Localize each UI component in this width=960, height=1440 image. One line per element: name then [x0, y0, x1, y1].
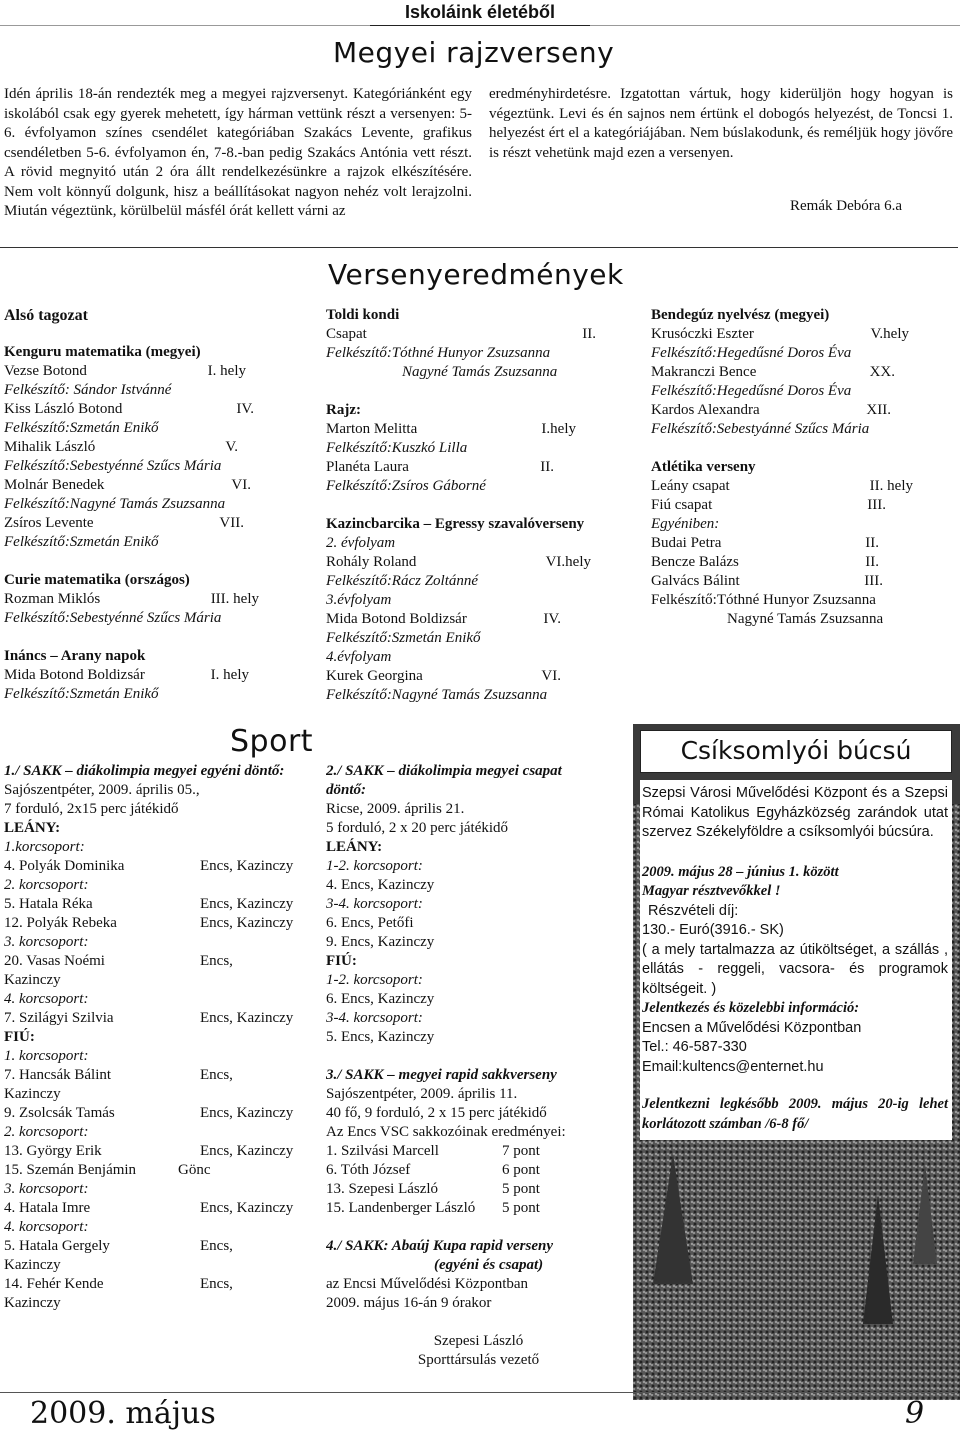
list-item	[4, 1275, 306, 1294]
sakk-1-heading: 1./ SAKK – diákolimpia megyei egyéni döntő:	[4, 763, 285, 779]
result-place: IV.	[236, 401, 254, 417]
list-item	[4, 1066, 306, 1085]
coach: Felkészítő:Rácz Zoltánné	[326, 573, 479, 589]
coach: Felkészítő:Szmetán Enikő	[4, 420, 159, 436]
results-col-1	[4, 306, 259, 704]
atletika-title: Atlétika verseny	[651, 459, 756, 475]
list-item	[326, 325, 596, 344]
age-group: 3. korcsoport:	[4, 934, 89, 950]
list-item	[4, 514, 244, 533]
result-place: VI.	[231, 477, 251, 493]
coach: Felkészítő:Hegedűsné Doros Éva	[651, 345, 852, 361]
sport-title: Sport	[230, 724, 314, 759]
result-name: Bencze Balázs	[651, 554, 739, 570]
list-item	[4, 914, 306, 933]
list-item	[4, 857, 306, 876]
age-group: 3. korcsoport:	[4, 1181, 89, 1197]
list-item	[4, 476, 251, 495]
result-club: Encs, Kazinczy	[200, 1105, 294, 1121]
coach: Felkészítő:Zsíros Gáborné	[326, 478, 486, 494]
list-item	[4, 590, 259, 609]
age-group: 2. korcsoport:	[4, 877, 89, 893]
sakk-2-heading: 2./ SAKK – diákolimpia megyei csapat	[326, 763, 562, 779]
result-name: Galvács Bálint	[651, 573, 740, 589]
age-group: 4. korcsoport:	[4, 991, 89, 1007]
result-name: 20. Vasas Noémi	[4, 953, 105, 969]
curie-title: Curie matematika (országos)	[4, 572, 190, 588]
result-name: 4. Hatala Imre	[4, 1200, 91, 1216]
result-place: I.hely	[541, 421, 576, 437]
coach: Felkészítő:Szmetán Enikő	[4, 534, 159, 550]
age-group: 1-2. korcsoport:	[326, 858, 423, 874]
result-place: XX.	[869, 364, 895, 380]
list-item	[4, 1009, 306, 1028]
coach: Felkészítő:Tóthné Hunyor Zsuzsanna	[326, 345, 551, 361]
girls-label: LEÁNY:	[4, 820, 61, 836]
list-item	[651, 401, 891, 420]
bucsu-info-panel	[640, 780, 952, 1140]
result-name: Mida Botond Boldizsár	[326, 611, 467, 627]
list-item	[326, 667, 561, 686]
list-item	[326, 553, 591, 572]
sport-left-column	[4, 762, 306, 1313]
result-club: Encs,	[200, 1067, 233, 1083]
list-item	[4, 895, 306, 914]
result-points: 5 pont	[502, 1200, 540, 1216]
result-name: 4. Polyák Dominika	[4, 858, 125, 874]
result-place: II. hely	[869, 478, 913, 494]
result-name: Mida Botond Boldizsár	[4, 667, 145, 683]
list-item-cont: Kazinczy	[4, 1257, 61, 1273]
result-club: Encs, Kazinczy	[200, 858, 294, 874]
result-name: Vezse Botond	[4, 363, 87, 379]
list-item	[651, 553, 879, 572]
coach: Felkészítő:Nagyné Tamás Zsuzsanna	[326, 687, 548, 703]
result-name: Kiss László Botond	[4, 401, 123, 417]
result-name: Mihalik László	[4, 439, 96, 455]
age-group: 1.korcsoport:	[4, 839, 85, 855]
coach: Felkészítő:Sebestyánné Szűcs Mária	[651, 421, 870, 437]
bucsu-fee: 130.- Euró(3916.- SK)	[642, 922, 784, 938]
list-item	[4, 1237, 306, 1256]
result-name: Rohály Roland	[326, 554, 417, 570]
result-name: Kardos Alexandra	[651, 402, 760, 418]
event-place-date: Sajószentpéter, 2009. április 05.,	[4, 782, 200, 798]
coach: Felkészítő:Szmetán Enikő	[326, 630, 481, 646]
coach: Felkészítő:Sebestyénné Szűcs Mária	[4, 458, 222, 474]
list-item-cont: Kazinczy	[4, 1086, 61, 1102]
result-place: II.	[540, 459, 554, 475]
list-item	[326, 1199, 631, 1218]
coach: Felkészítő:Sebestyénné Szűcs Mária	[4, 610, 222, 626]
bucsu-participants: Magyar résztvevőkkel !	[642, 883, 781, 899]
result-place: III.	[864, 573, 883, 589]
event-place-date: Sajószentpéter, 2009. április 11.	[326, 1086, 518, 1102]
divider-1	[0, 247, 958, 248]
list-item	[326, 1180, 631, 1199]
list-item	[651, 363, 895, 382]
result-name: 9. Zsolcsák Tamás	[4, 1105, 115, 1121]
result-name: 5. Hatala Gergely	[4, 1238, 110, 1254]
sakk-4-heading: 4./ SAKK: Abaúj Kupa rapid verseny	[326, 1238, 553, 1254]
result-place: I. hely	[210, 667, 249, 683]
result-club: Gönc	[178, 1162, 211, 1178]
age-group: 1. korcsoport:	[4, 1048, 89, 1064]
bendeguz-title: Bendegúz nyelvész (megyei)	[651, 307, 830, 323]
coach: Felkészítő:Hegedűsné Doros Éva	[651, 383, 852, 399]
list-item	[326, 458, 554, 477]
rapid-list	[326, 1142, 631, 1218]
article-right-text: eredményhirdetésre. Izgatottan vártuk, hogy kiderüljön hogy hogyan is végeztünk. Levi és én sajnos nem értünk el dobogós helyezést, de Toncsi 1. helyezést ért el a kategóriájában. Nem búslakodunk, és reméljük hogy jövőre is részt vehetünk majd ezen a versenyen.	[489, 86, 953, 161]
result-name: 13. Szepesi László	[326, 1181, 439, 1197]
result-place: V.hely	[870, 326, 909, 342]
result-name: Molnár Benedek	[4, 477, 105, 493]
result-name: Csapat	[326, 326, 367, 342]
list-item	[651, 477, 913, 496]
girls-label: LEÁNY:	[326, 839, 383, 855]
coach: Nagyné Tamás Zsuzsanna	[402, 364, 558, 380]
coach: Felkészítő:Tóthné Hunyor Zsuzsanna	[651, 592, 876, 608]
age-group: 4. korcsoport:	[4, 1219, 89, 1235]
list-item	[651, 534, 879, 553]
article-title: Megyei rajzverseny	[333, 36, 615, 69]
bucsu-contact-place: Encsen a Művelődési Központban	[642, 1019, 862, 1036]
list-item-cont: Kazinczy	[4, 1295, 61, 1311]
result-place: IV.	[543, 611, 561, 627]
bucsu-contact-title: Jelentkezés és közelebbi információ:	[642, 1000, 860, 1016]
list-item	[651, 496, 886, 515]
result-place: I. hely	[207, 363, 246, 379]
page-number: 9	[905, 1396, 925, 1431]
list-item	[4, 362, 246, 381]
sakk-2-heading-cont: döntő:	[326, 782, 367, 798]
bucsu-deadline: Jelentkezni legkésőbb 2009. május 20-ig lehet korlátozott számban /6-8 fő/	[642, 1096, 948, 1132]
event-place-date: Ricse, 2009. április 21.	[326, 801, 465, 817]
result-name: 1. Szilvási Marcell	[326, 1143, 439, 1159]
result-name: 5. Hatala Réka	[4, 896, 93, 912]
result-place: II.	[582, 326, 596, 342]
result-name: 13. György Erik	[4, 1143, 102, 1159]
sakk-3-heading: 3./ SAKK – megyei rapid sakkverseny	[326, 1067, 557, 1083]
result-points: 7 pont	[502, 1143, 540, 1159]
list-item	[326, 1161, 631, 1180]
results-title: Versenyeredmények	[328, 258, 624, 291]
age-group: 2. korcsoport:	[4, 1124, 89, 1140]
grade-label: 4.évfolyam	[326, 649, 392, 665]
inancs-title: Ináncs – Arany napok	[4, 648, 146, 664]
result-place: II.	[865, 554, 879, 570]
result-club: Encs, Kazinczy	[200, 915, 294, 931]
list-item	[326, 610, 561, 629]
event-place: az Encsi Művelődési Központban	[326, 1276, 529, 1292]
boys-label: FIÚ:	[4, 1029, 35, 1045]
age-group: 3-4. korcsoport:	[326, 896, 423, 912]
kazinc-title: Kazincbarcika – Egressy szavalóverseny	[326, 516, 585, 532]
result-name: Fiú csapat	[651, 497, 713, 513]
list-item	[4, 1161, 306, 1180]
result-place: III.	[867, 497, 886, 513]
result-club: Encs, Kazinczy	[200, 1143, 294, 1159]
result-points: 5 pont	[502, 1181, 540, 1197]
result-name: Makranczi Bence	[651, 364, 757, 380]
article-left-text: Idén április 18-án rendezték meg a megyei rajzversenyt. Kategóriánként egy iskolából csak egy gyerek mehetett, így hárman vettünk részt a versenyen: 5-6. évfolyamon színes csendélet kategóriában Szakács Levente, grafikus csendéletben 5-6. évfolyamon én, 7-8.-ban pedig Szakács Antónia vett részt. A rövid megnyitó után 2 óra állt rendelkezésünkre a rajzok elkészítésére. Nem volt könnyű dolgunk, hisz a beállításokat nagyon nehéz volt lerajzolni. Miután végeztünk, körülbelül másfél órát kellett várni az	[4, 86, 472, 219]
grade-label: 2. évfolyam	[326, 535, 396, 551]
result-name: 6. Tóth József	[326, 1162, 411, 1178]
result-name: Krusóczki Eszter	[651, 326, 754, 342]
result-place: II.	[865, 535, 879, 551]
result-name: 12. Polyák Rebeka	[4, 915, 117, 931]
list-item	[326, 1142, 631, 1161]
bucsu-dates: 2009. május 28 – június 1. között	[642, 863, 839, 880]
egyeni-label: Egyéniben:	[651, 516, 720, 532]
event-date: 2009. május 16-án 9 órakor	[326, 1295, 492, 1311]
list-item	[651, 325, 909, 344]
coach: Felkészítő:Szmetán Enikő	[4, 686, 159, 702]
boys-label: FIÚ:	[326, 953, 357, 969]
result-name: Kurek Georgina	[326, 668, 423, 684]
result-name: Planéta Laura	[326, 459, 409, 475]
list-item	[4, 1142, 306, 1161]
result-place: VII.	[219, 515, 244, 531]
result-name: Rozman Miklós	[4, 591, 101, 607]
result-club: Encs,	[200, 1276, 233, 1292]
result-club: Encs, Kazinczy	[200, 1010, 294, 1026]
result-name: 7. Hancsák Bálint	[4, 1067, 112, 1083]
age-group: 3-4. korcsoport:	[326, 1010, 423, 1026]
results-intro: Az Encs VSC sakkozóinak eredményei:	[326, 1124, 566, 1140]
coach: Nagyné Tamás Zsuzsanna	[727, 611, 884, 627]
result-points: 6 pont	[502, 1162, 540, 1178]
sport-right-column	[326, 762, 631, 1370]
result-name: 15. Landenberger László	[326, 1200, 476, 1216]
signature-role: Sporttársulás vezető	[417, 1352, 540, 1368]
bucsu-fee-label: Részvételi díj:	[648, 902, 739, 919]
list-item-cont: Kazinczy	[4, 972, 61, 988]
result-name: 14. Fehér Kende	[4, 1276, 104, 1292]
bucsu-email: Email:kultencs@enternet.hu	[642, 1058, 824, 1075]
coach: Felkészítő:Nagyné Tamás Zsuzsanna	[4, 496, 226, 512]
event-format: 5 forduló, 2 x 20 perc játékidő	[326, 820, 509, 836]
result-place: V.	[225, 439, 238, 455]
list-item: 5. Encs, Kazinczy	[326, 1029, 435, 1045]
footer-date: 2009. május	[30, 1396, 216, 1431]
result-club: Encs, Kazinczy	[200, 896, 294, 912]
kenguru-title: Kenguru matematika (megyei)	[4, 344, 201, 360]
list-item	[4, 952, 306, 971]
list-item	[4, 1199, 306, 1218]
event-format: 7 forduló, 2x15 perc játékidő	[4, 801, 179, 817]
bucsu-title-box	[640, 730, 952, 773]
age-group: 1-2. korcsoport:	[326, 972, 423, 988]
list-item	[651, 572, 883, 591]
article-author: Remák Debóra 6.a	[790, 198, 903, 214]
result-name: 15. Szemán Benjámin	[4, 1162, 137, 1178]
footer-rule	[0, 1392, 958, 1393]
result-club: Encs,	[200, 953, 233, 969]
toldi-title: Toldi kondi	[326, 307, 400, 323]
result-name: Leány csapat	[651, 478, 730, 494]
kenguru-list	[4, 362, 259, 552]
result-club: Encs, Kazinczy	[200, 1200, 294, 1216]
bucsu-includes: ( a mely tartalmazza az útiköltséget, a szállás , ellátás - reggeli, vacsora- és programok költségeit. )	[642, 941, 948, 997]
results-col-3	[651, 306, 951, 629]
result-club: Encs,	[200, 1238, 233, 1254]
list-item	[326, 420, 576, 439]
list-item: 4. Encs, Kazinczy	[326, 877, 435, 893]
sakk-4-subheading: (egyéni és csapat)	[434, 1257, 544, 1273]
list-item: 6. Encs, Petőfi	[326, 915, 414, 931]
grade-label: 3.évfolyam	[326, 592, 392, 608]
list-item	[4, 400, 254, 419]
section-tag: Iskoláink életéből	[370, 0, 590, 26]
rajz-title: Rajz:	[326, 402, 361, 418]
results-col-2	[326, 306, 626, 705]
list-item: 9. Encs, Kazinczy	[326, 934, 435, 950]
list-item: 6. Encs, Kazinczy	[326, 991, 435, 1007]
sport-left-list	[4, 838, 306, 1313]
result-place: XII.	[866, 402, 891, 418]
result-name: Zsíros Levente	[4, 515, 94, 531]
result-place: VI.	[541, 668, 561, 684]
result-place: VI.hely	[545, 554, 591, 570]
list-item	[4, 438, 238, 457]
bucsu-intro: Szepsi Városi Művelődési Központ és a Szepsi Római Katolikus Egyházközség zarándok utat szervez Székelyföldre a csíksomlyói búcsúra.	[642, 785, 948, 840]
signature-name: Szepesi László	[433, 1333, 524, 1349]
result-name: Budai Petra	[651, 535, 722, 551]
bucsu-tel: Tel.: 46-587-330	[642, 1039, 747, 1055]
list-item	[4, 666, 249, 685]
result-name: Marton Melitta	[326, 421, 418, 437]
bucsu-title: Csíksomlyói búcsú	[680, 736, 912, 765]
coach: Felkészítő:Kuszkó Lilla	[326, 440, 468, 456]
list-item	[4, 1104, 306, 1123]
coach: Felkészítő: Sándor Istvánné	[4, 382, 172, 398]
heading-also-tagozat: Alsó tagozat	[4, 307, 88, 324]
result-name: 7. Szilágyi Szilvia	[4, 1010, 114, 1026]
result-place: III. hely	[210, 591, 259, 607]
event-format: 40 fő, 9 forduló, 2 x 15 perc játékidő	[326, 1105, 547, 1121]
